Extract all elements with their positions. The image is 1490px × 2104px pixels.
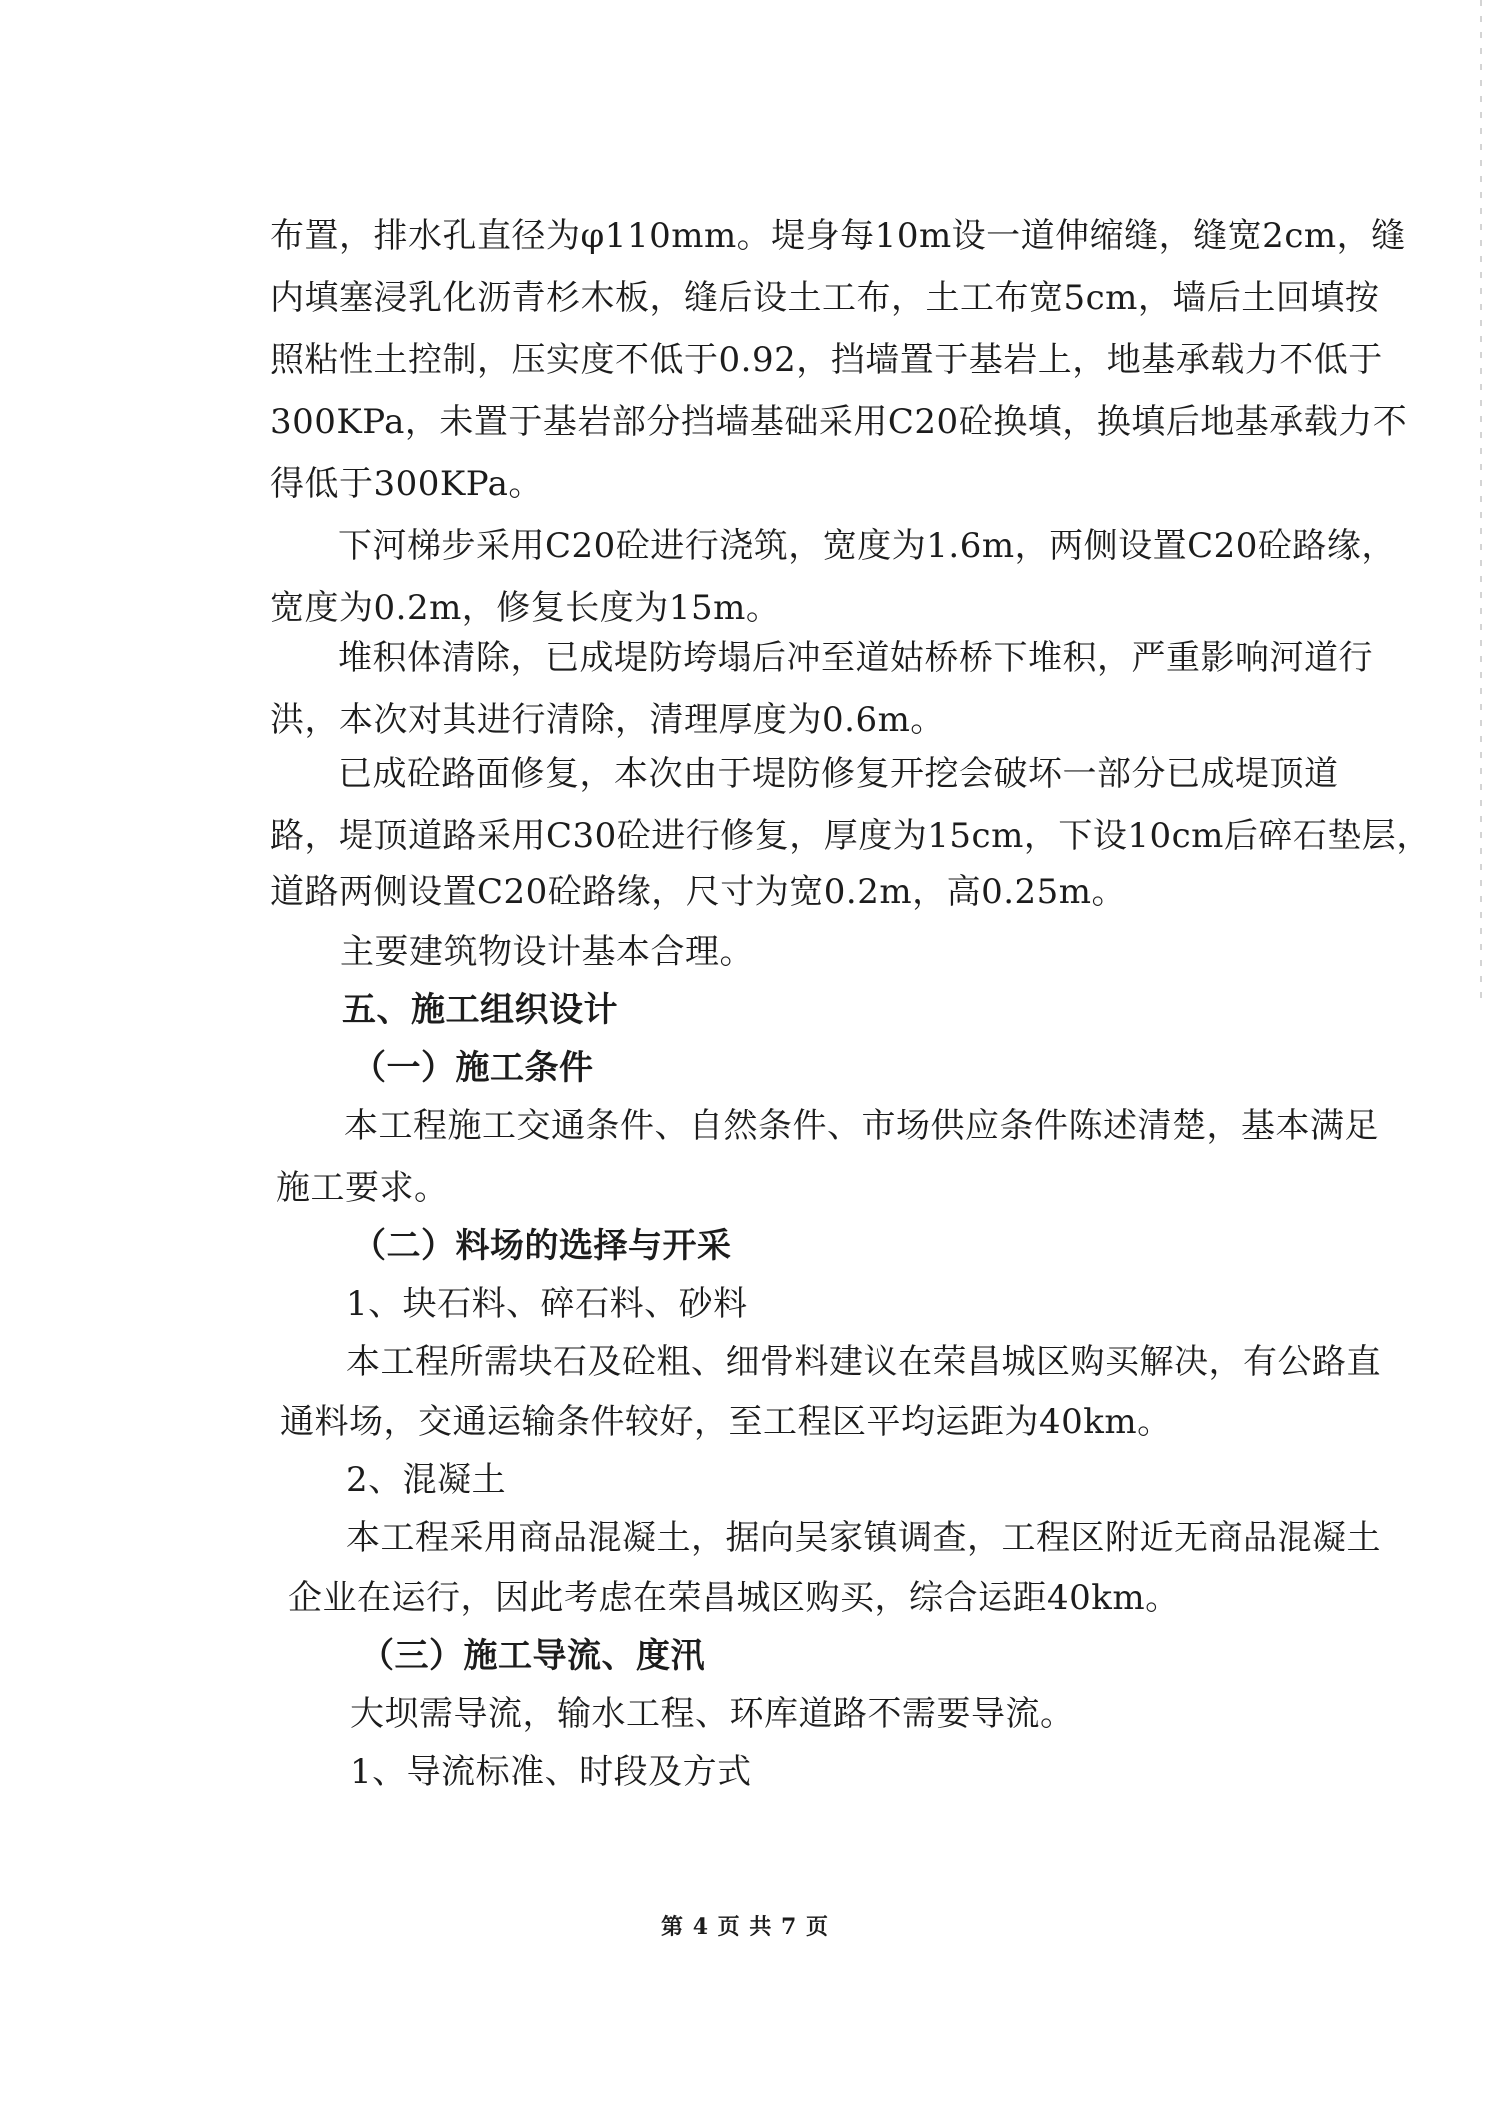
text-line: 1、导流标准、时段及方式: [350, 1752, 752, 1792]
subsection-heading: （一）施工条件: [352, 1048, 594, 1088]
text-line: 本工程所需块石及砼粗、细骨料建议在荣昌城区购买解决，有公路直: [346, 1342, 1381, 1382]
text-line: 内填塞浸乳化沥青杉木板，缝后设土工布，土工布宽5cm，墙后土回填按: [270, 278, 1380, 318]
section-heading: 五、施工组织设计: [342, 990, 618, 1030]
page-number-footer: 第 4 页 共 7 页: [661, 1914, 829, 1940]
text-line: 本工程采用商品混凝土，据向吴家镇调查，工程区附近无商品混凝土: [346, 1518, 1381, 1558]
text-line: 布置，排水孔直径为φ110mm。堤身每10m设一道伸缩缝，缝宽2cm，缝: [270, 216, 1406, 256]
text-line: 大坝需导流，输水工程、环库道路不需要导流。: [350, 1694, 1075, 1734]
text-line: 主要建筑物设计基本合理。: [340, 932, 754, 972]
text-line: 堆积体清除，已成堤防垮塌后冲至道姑桥桥下堆积，严重影响河道行: [338, 638, 1373, 678]
text-line: 照粘性土控制，压实度不低于0.92，挡墙置于基岩上，地基承载力不低于: [270, 340, 1383, 380]
scan-edge-mark: [1480, 0, 1482, 1000]
text-line: 道路两侧设置C20砼路缘，尺寸为宽0.2m，高0.25m。: [270, 872, 1127, 912]
text-line: 路，堤顶道路采用C30砼进行修复，厚度为15cm，下设10cm后碎石垫层，: [270, 816, 1431, 856]
subsection-heading: （二）料场的选择与开采: [352, 1226, 732, 1266]
subsection-heading: （三）施工导流、度汛: [360, 1636, 705, 1676]
text-line: 得低于300KPa。: [270, 464, 543, 504]
text-line: 1、块石料、碎石料、砂料: [346, 1284, 748, 1324]
text-line: 企业在运行，因此考虑在荣昌城区购买，综合运距40km。: [288, 1578, 1180, 1618]
text-line: 300KPa，未置于基岩部分挡墙基础采用C20砼换填，换填后地基承载力不: [270, 402, 1408, 442]
text-line: 下河梯步采用C20砼进行浇筑，宽度为1.6m，两侧设置C20砼路缘，: [338, 526, 1396, 566]
text-line: 已成砼路面修复，本次由于堤防修复开挖会破坏一部分已成堤顶道: [338, 754, 1339, 794]
text-line: 洪，本次对其进行清除，清理厚度为0.6m。: [270, 700, 945, 740]
text-line: 通料场，交通运输条件较好，至工程区平均运距为40km。: [280, 1402, 1172, 1442]
text-line: 宽度为0.2m，修复长度为15m。: [270, 588, 781, 628]
text-line: 本工程施工交通条件、自然条件、市场供应条件陈述清楚，基本满足: [344, 1106, 1379, 1146]
text-line: 施工要求。: [276, 1168, 449, 1208]
text-line: 2、混凝土: [346, 1460, 507, 1500]
